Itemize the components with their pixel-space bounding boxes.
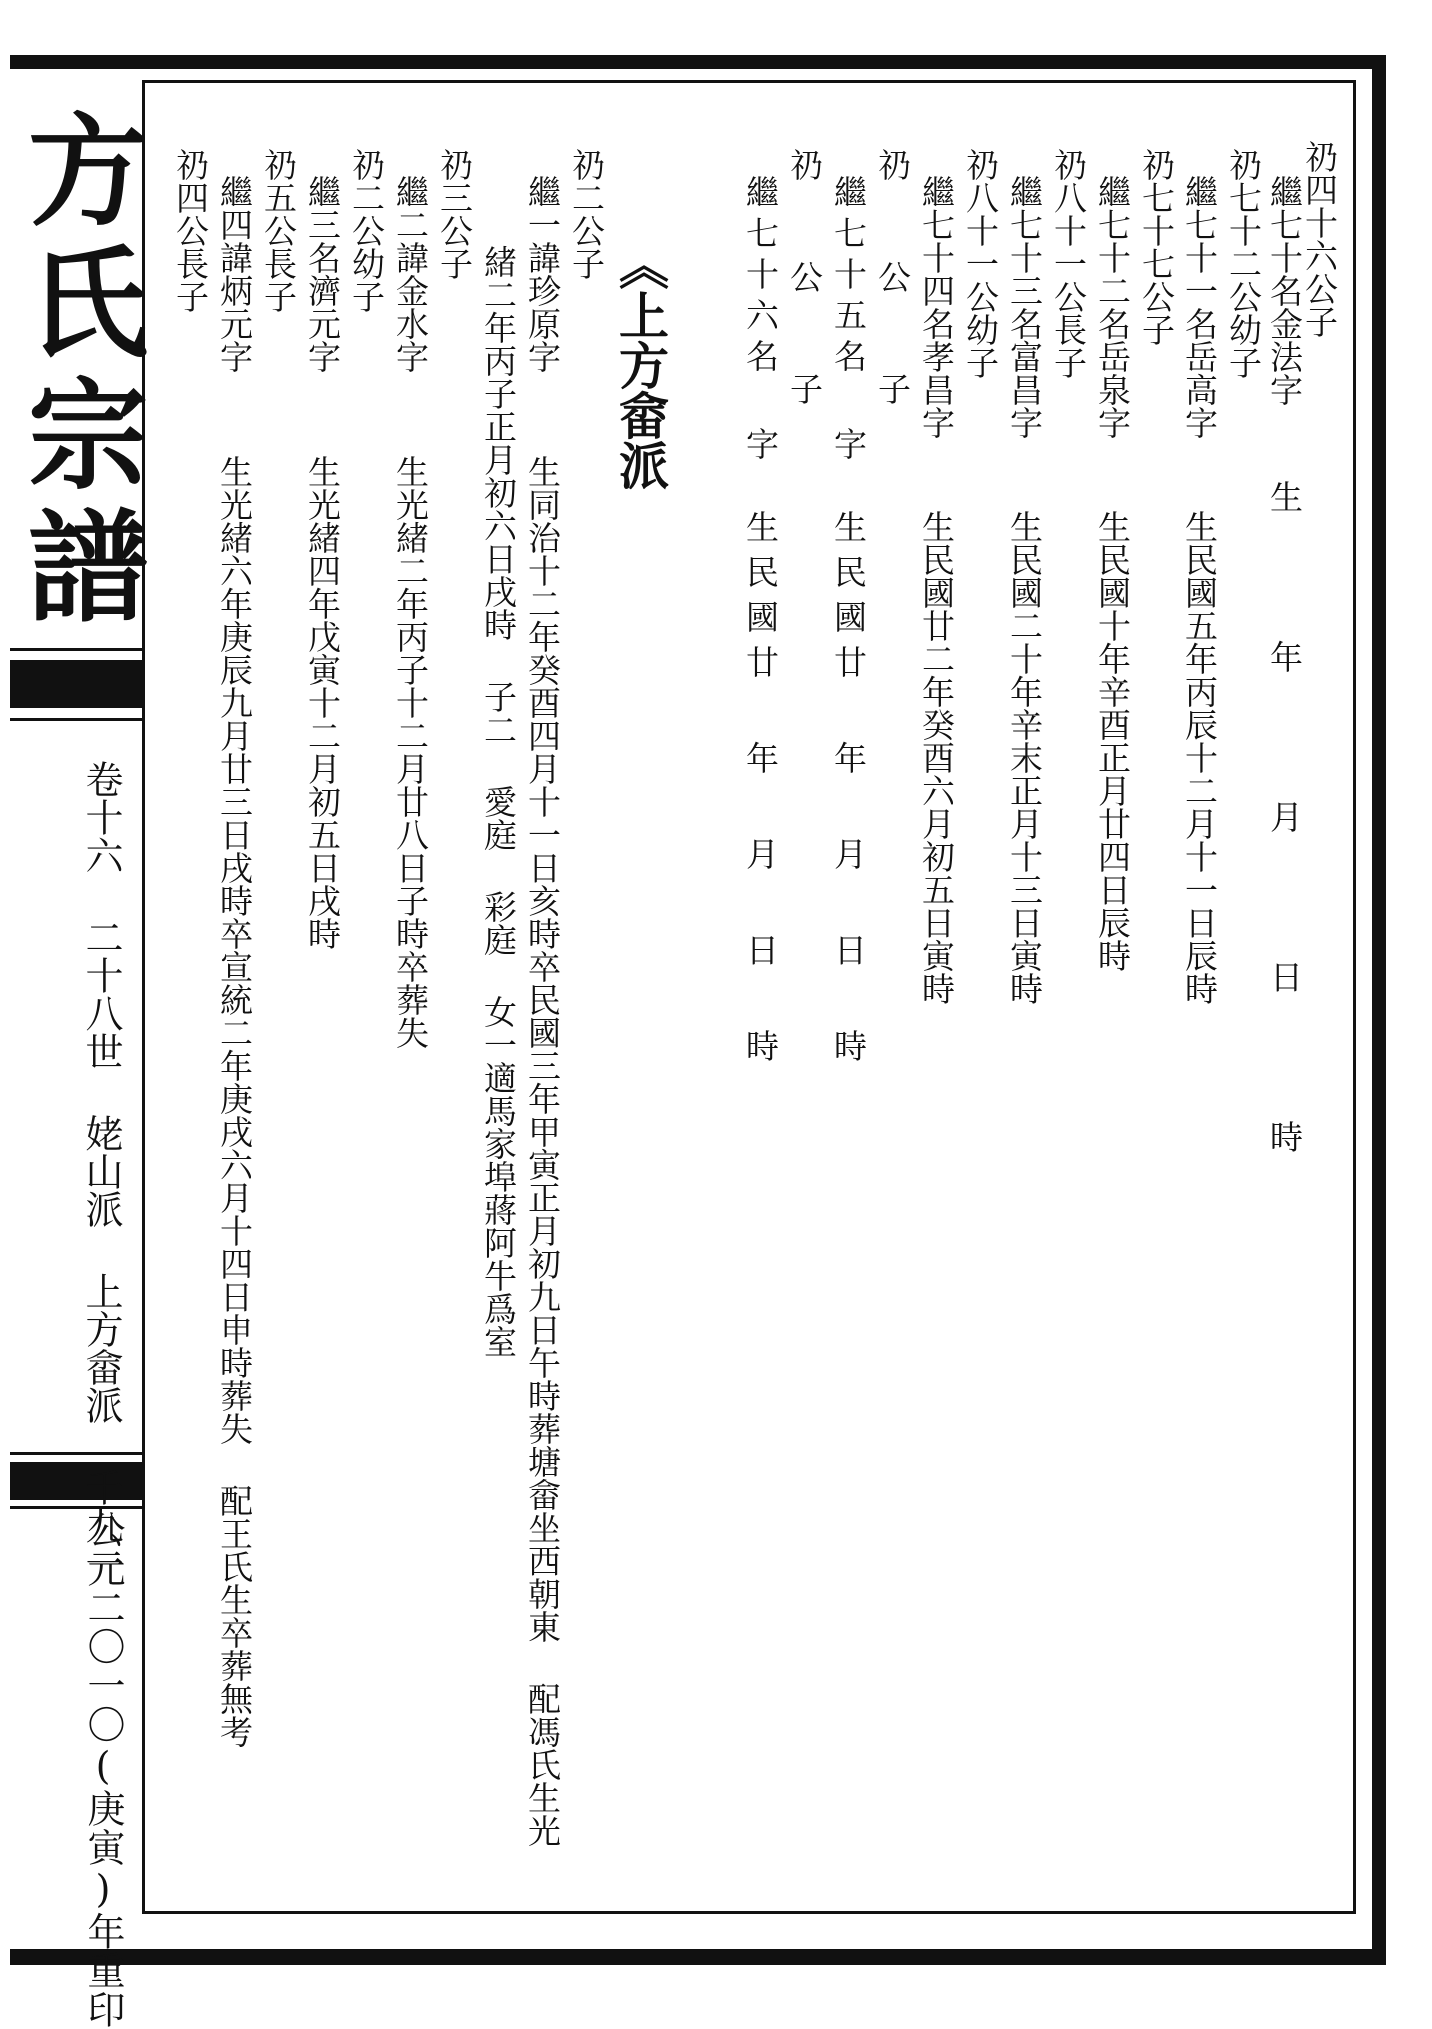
entry-head: 礽四十六公子 (1300, 140, 1339, 338)
entry-head: 礽八十一公幼子 (961, 148, 1000, 379)
entry-head: 礽七十二公幼子 (1224, 148, 1263, 379)
entry-head: 繼一諱珍原字 (523, 175, 562, 373)
entry-birth: 生 年 月 日 時 (1265, 480, 1304, 1197)
entry-birth: 生光緒六年庚辰九月廿三日戌時卒宣統二年庚戌六月十四日申時葬失 配王氏生卒葬無考 (215, 455, 254, 1748)
entry-head: 礽 公 子 (785, 148, 824, 425)
entry-head: 繼二諱金水字 (391, 175, 430, 373)
entry-head: 繼七十四名孝昌字 (917, 175, 956, 439)
entry-birth: 生民國五年丙辰十二月十一日辰時 (1180, 510, 1219, 1005)
spine-rule (10, 718, 145, 721)
entry-head: 礽八十一公長子 (1049, 148, 1088, 379)
entry-birth: 生光緒四年戊寅十二月初五日戌時 (303, 455, 342, 950)
spine-black-band (10, 1462, 145, 1500)
spine-rule (10, 1452, 145, 1455)
entry-birth: 生光緒二年丙子十二月廿八日子時卒葬失 (391, 455, 430, 1049)
entry-head: 繼四諱炳元字 (215, 175, 254, 373)
entry-head: 繼七十二名岳泉字 (1093, 175, 1132, 439)
entry-birth: 生民國二十年辛末正月十三日寅時 (1005, 510, 1044, 1005)
spine-rule (10, 1506, 145, 1509)
entry-head: 繼七十三名富昌字 (1005, 175, 1044, 439)
entry-head: 礽 公 子 (873, 148, 912, 425)
entry-birth: 生民國廿 年 月 日 時 (741, 510, 780, 1074)
spine-black-band (10, 660, 145, 708)
entry-head: 繼三名濟元字 (303, 175, 342, 373)
entry-birth: 生民國十年辛酉正月廿四日辰時 (1093, 510, 1132, 972)
entry-birth: 生同治十二年癸酉四月十一日亥時卒民國三年甲寅正月初九日午時葬塘畲坐西朝東 配馮氏生光 (523, 455, 562, 1847)
section-heading: 《上方畲派 (611, 240, 670, 490)
entry-head: 繼七十名金法字 (1265, 175, 1304, 406)
book-title: 方氏宗譜 (8, 108, 149, 636)
entry-head: 礽五公長子 (259, 148, 298, 313)
entry-head: 礽三公子 (435, 148, 474, 280)
entry-head: 繼七十五名 字 (829, 175, 868, 468)
entry-birth: 生民國廿 年 月 日 時 (829, 510, 868, 1074)
entry-head: 礽二公子 (567, 148, 606, 280)
entry-birth: 緒二年丙子正月初六日戌時 子二 愛庭 彩庭 女一適馬家埠蔣阿牛爲室 (479, 245, 518, 1358)
entry-head: 礽七十七公子 (1137, 148, 1176, 346)
entry-birth: 生民國廿二年癸酉六月初五日寅時 (917, 510, 956, 1005)
entry-head: 繼七十一名岳高字 (1180, 175, 1219, 439)
entry-head: 礽四公長子 (171, 148, 210, 313)
volume-info: 卷十六 二十八世 姥山派 上方畲派 千九一 (79, 760, 123, 1582)
spine-rule (10, 648, 145, 651)
entry-head: 繼七十六名 字 (741, 175, 780, 468)
entry-head: 礽二公幼子 (347, 148, 386, 313)
reprint-note: 公元二〇一〇(庚寅)年重印 (81, 1510, 125, 2029)
